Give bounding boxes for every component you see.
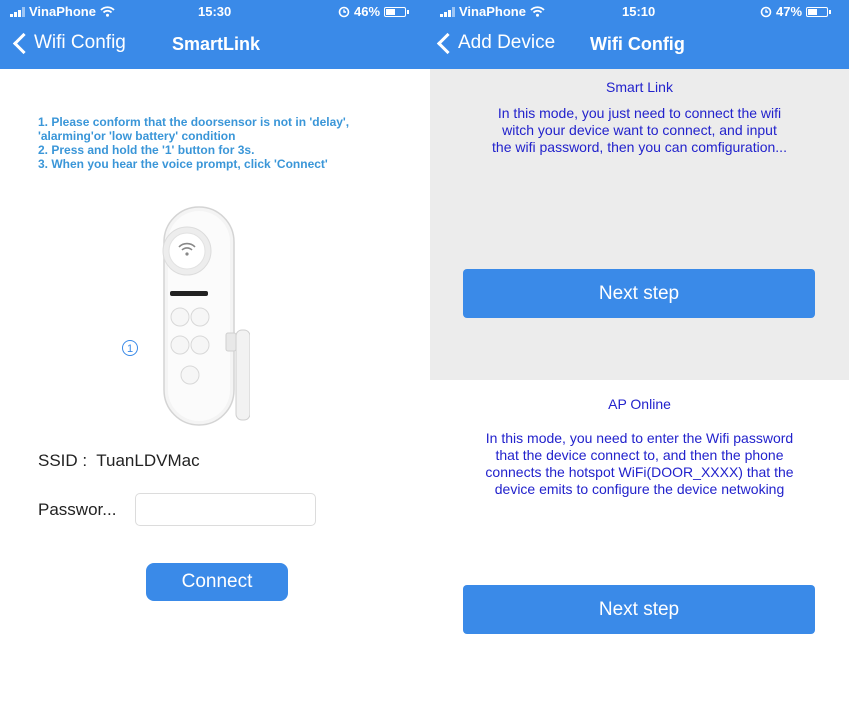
status-time: 15:30 — [198, 4, 232, 19]
carrier-name: VinaPhone — [459, 4, 526, 19]
battery-info — [760, 4, 828, 19]
wifi-icon — [100, 6, 115, 17]
back-label: Wifi Config — [34, 32, 126, 53]
battery-info — [338, 4, 406, 19]
button-marker-1: 1 — [122, 340, 138, 356]
description-line: connects the hotspot WiFi(DOOR_XXXX) that the — [485, 464, 794, 480]
nav-bar — [0, 28, 430, 62]
instruction-line: 3. When you hear the voice prompt, click 'Connect' — [38, 157, 328, 171]
page-title: Wifi Config — [590, 34, 685, 54]
nav-bar — [430, 28, 849, 62]
carrier-name: VinaPhone — [29, 4, 96, 19]
battery-icon — [384, 7, 406, 17]
description-line: witch your device want to connect, and input — [502, 122, 777, 138]
carrier-info — [10, 4, 115, 19]
ap-online-next-button[interactable]: Next step — [463, 585, 815, 634]
wifi-icon — [530, 6, 545, 17]
connect-button[interactable]: Connect — [146, 563, 288, 601]
description-line: device emits to configure the device netwoking — [494, 481, 785, 497]
chevron-left-icon — [13, 32, 34, 53]
instruction-line: 'alarming'or 'low battery' condition — [38, 129, 236, 143]
battery-icon — [806, 7, 828, 17]
header-bar — [0, 0, 430, 69]
ssid-label: SSID : — [38, 451, 88, 470]
page-title: SmartLink — [172, 34, 261, 54]
signal-bars-icon — [440, 7, 455, 17]
ap-online-description — [445, 430, 834, 498]
description-line: In this mode, you just need to connect the wifi — [497, 105, 782, 121]
instructions — [38, 115, 408, 171]
ssid-value: TuanLDVMac — [96, 451, 200, 470]
status-time: 15:10 — [622, 4, 656, 19]
password-input[interactable] — [135, 493, 316, 526]
back-button[interactable] — [10, 32, 126, 54]
carrier-info — [440, 4, 545, 19]
smart-link-title: Smart Link — [606, 79, 673, 95]
status-bar — [430, 4, 849, 20]
back-label: Add Device — [458, 32, 556, 53]
battery-percent: 47% — [776, 4, 803, 19]
description-line: that the device connect to, and then the phone — [495, 447, 784, 463]
back-button[interactable] — [434, 32, 555, 54]
instruction-line: 2. Press and hold the '1' button for 3s. — [38, 143, 255, 157]
ssid-row — [38, 451, 200, 471]
smart-link-panel — [430, 69, 849, 380]
battery-percent: 46% — [354, 4, 381, 19]
ap-online-title: AP Online — [608, 396, 671, 412]
password-label: Passwor... — [38, 500, 117, 519]
instruction-line: 1. Please conform that the doorsensor is not in 'delay', — [38, 115, 350, 129]
alarm-clock-icon — [760, 6, 772, 18]
description-line: the wifi password, then you can comfiguration... — [492, 139, 787, 155]
alarm-clock-icon — [338, 6, 350, 18]
wifi-config-screen — [430, 0, 849, 703]
header-bar — [430, 0, 849, 69]
description-line: In this mode, you need to enter the Wifi password — [485, 430, 794, 446]
smart-link-next-button[interactable]: Next step — [463, 269, 815, 318]
chevron-left-icon — [437, 32, 458, 53]
signal-bars-icon — [10, 7, 25, 17]
status-bar — [0, 4, 430, 20]
smart-link-description — [445, 105, 834, 156]
door-sensor-image — [150, 205, 250, 430]
